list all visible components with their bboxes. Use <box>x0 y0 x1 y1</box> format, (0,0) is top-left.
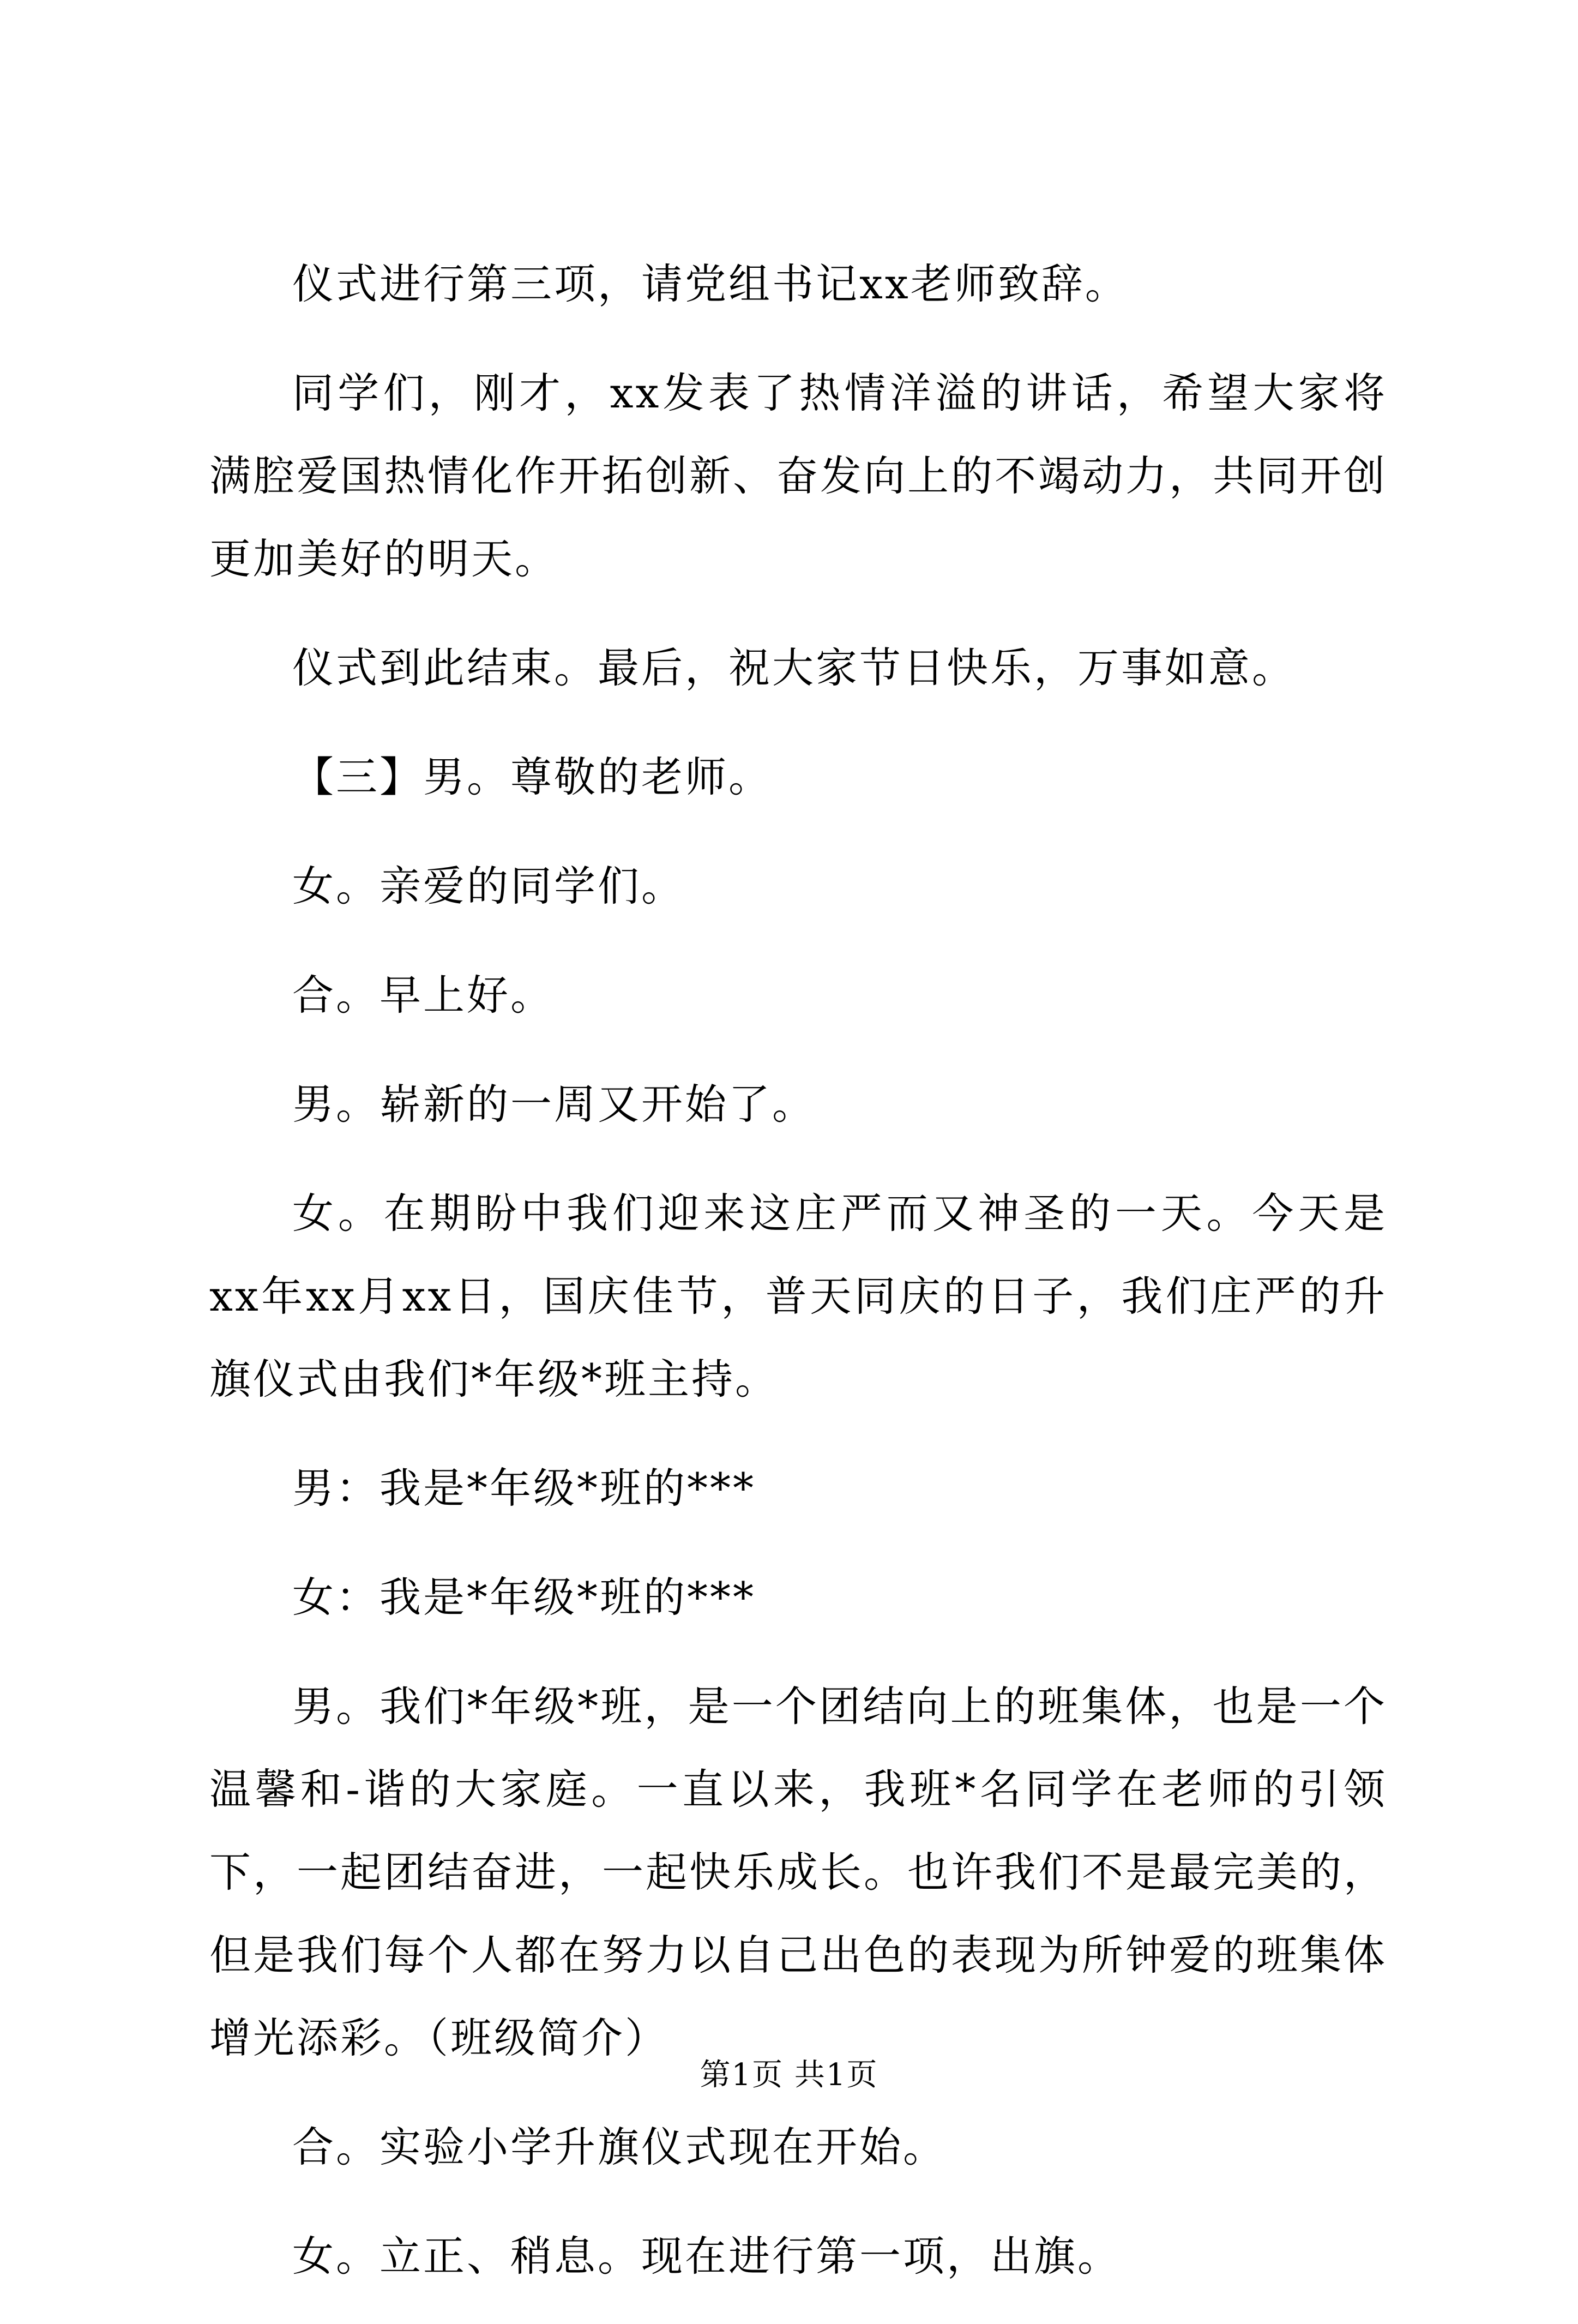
paragraph: 仪式进行第三项，请党组书记xx老师致辞。 <box>292 260 1129 308</box>
paragraph: 女：我是*年级*班的*** <box>292 1573 756 1622</box>
paragraph: 合。实验小学升旗仪式现在开始。 <box>292 2123 947 2171</box>
document-body <box>209 243 1387 2324</box>
page-footer: 第1页 共1页 <box>700 2057 878 2093</box>
paragraph: 女。立正、稍息。现在进行第一项，出旗。 <box>292 2232 1121 2280</box>
paragraph: 女。在期盼中我们迎来这庄严而又神圣的一天。今天是xx年xx月xx日，国庆佳节，普天同庆的日子，我们庄严的升旗仪式由我们*年级*班主持。 <box>209 1189 1387 1403</box>
paragraph: 【三】男。尊敬的老师。 <box>292 753 772 801</box>
paragraph: 仪式到此结束。最后，祝大家节日快乐，万事如意。 <box>292 644 1296 692</box>
paragraph: 合。早上好。 <box>292 971 554 1019</box>
paragraph: 同学们，刚才，xx发表了热情洋溢的讲话，希望大家将满腔爱国热情化作开拓创新、奋发向上的不竭动力，共同开创更加美好的明天。 <box>209 369 1387 583</box>
paragraph: 男：我是*年级*班的*** <box>292 1464 756 1512</box>
paragraph: 女。亲爱的同学们。 <box>292 862 685 910</box>
paragraph: 男。我们*年级*班，是一个团结向上的班集体，也是一个温馨和-谐的大家庭。一直以来，我班*名同学在老师的引领下，一起团结奋进，一起快乐成长。也许我们不是最完美的，但是我们每个人都在努力以自己出色的表现为所钟爱的班集体增光添彩。（班级简介） <box>209 1682 1387 2062</box>
paragraph: 男。崭新的一周又开始了。 <box>292 1080 816 1128</box>
